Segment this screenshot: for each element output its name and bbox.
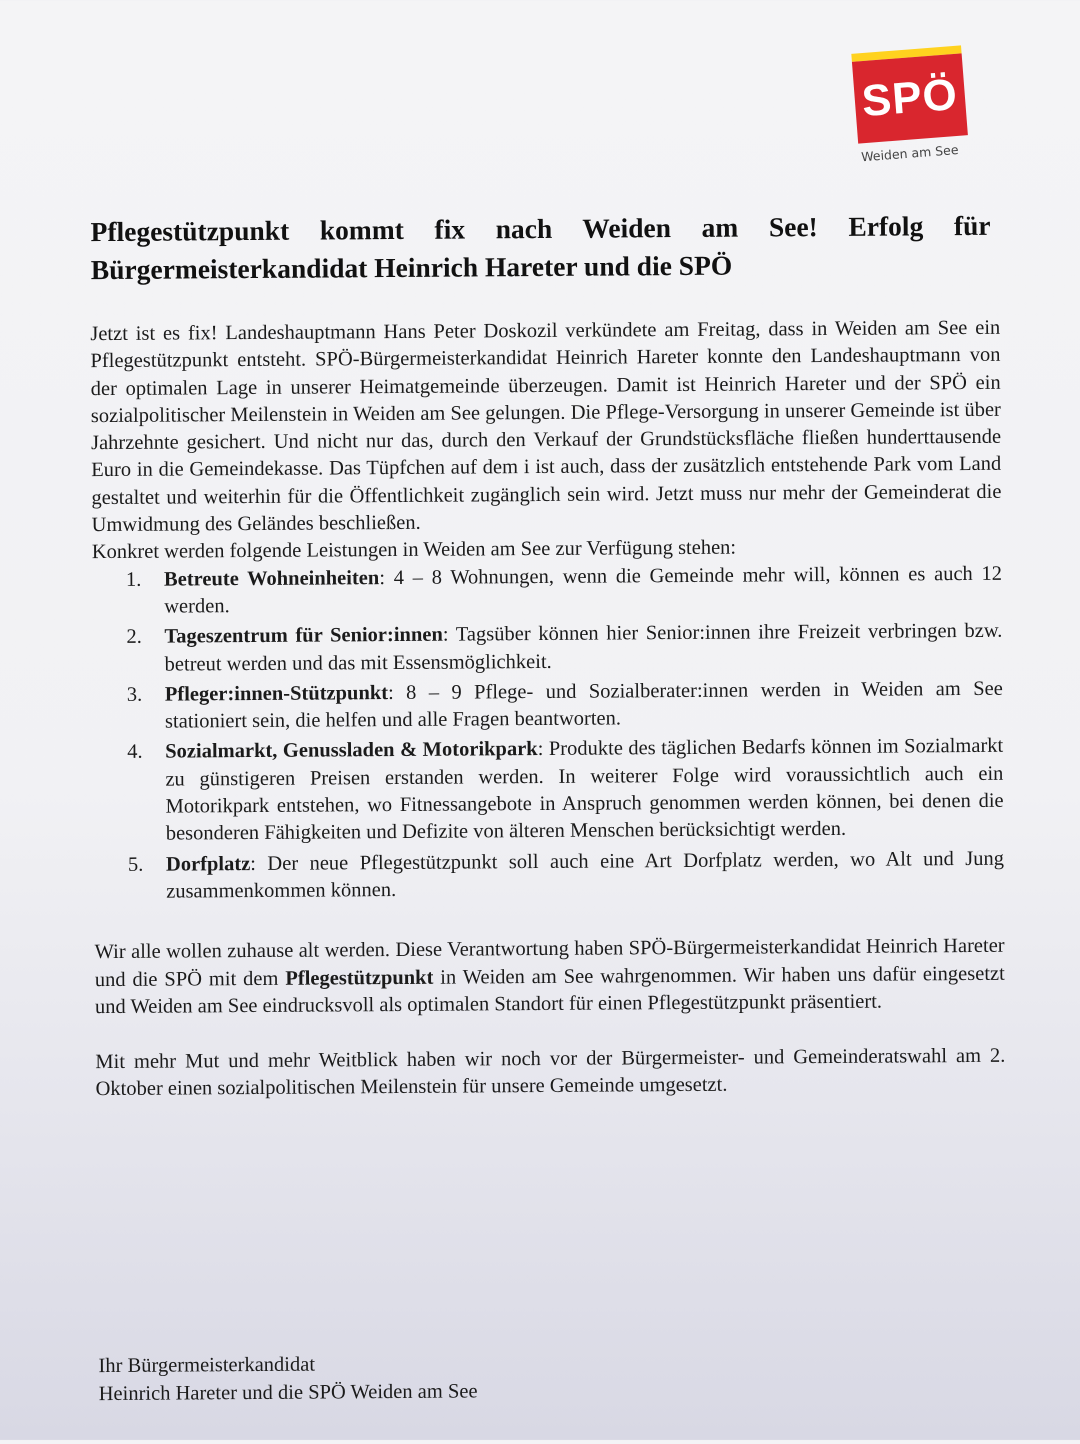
services-list — [92, 560, 1004, 906]
closing-text-end: in Weiden am See wahrgenommen. Wir haben uns dafür eingesetzt und Weiden am See eindrucksvoll als optimalen Standort für einen Pflegestützpunkt präsentiert. — [94, 962, 1005, 1018]
list-item — [93, 676, 1003, 737]
list-item-text: : 8 – 9 Pflege- und Sozialberater:innen werden in Weiden am See stationiert sein, die helfen und alle Fragen beantworten. — [164, 677, 1003, 733]
logo-wordmark: SPÖ — [852, 53, 968, 143]
list-item — [92, 618, 1002, 679]
closing-paragraph — [95, 933, 1006, 1021]
list-item-number: 2. — [126, 626, 142, 649]
letter-body — [90, 315, 1005, 1104]
list-item-term: Dorfplatz — [165, 852, 251, 876]
list-item-text: : 4 – 8 Wohnungen, wenn die Gemeinde mehr will, können es auch 12 werden. — [164, 562, 1003, 618]
list-item-term: Pfleger:innen-Stützpunkt — [164, 681, 389, 706]
signature-line-2: Heinrich Hareter und die SPÖ Weiden am See — [98, 1379, 478, 1405]
list-item-term: Betreute Wohneinheiten — [163, 566, 380, 591]
list-item — [92, 560, 1002, 621]
list-intro: Konkret werden folgende Leistungen in Weiden am See zur Verfügung stehen: — [91, 537, 737, 564]
list-item-number: 3. — [126, 683, 143, 706]
list-item-term: Sozialmarkt, Genussladen & Motorikpark — [165, 738, 538, 764]
final-paragraph: Mit mehr Mut und mehr Weitblick haben wir noch vor der Bürgermeister- und Gemeinderatswahl am 2. Oktober einen sozialpolitischen Meilenstein für unsere Gemeinde umgesetzt. — [95, 1044, 1006, 1101]
closing-text-start: Wir alle wollen zuhause alt werden. Diese Verantwortung haben SPÖ-Bürgermeisterkandidat Heinrich Hareter und die SPÖ mit dem — [94, 934, 1005, 991]
logo-subtitle: Weiden am See — [860, 141, 959, 165]
list-item-text: : Tagsüber können hier Senior:innen ihre Freizeit verbringen bzw. betreut werden und das mit Essensmöglichkeit. — [164, 620, 1003, 676]
list-item-term: Tageszentrum für Senior:innen — [164, 623, 443, 648]
list-item — [94, 845, 1004, 906]
list-item-number: 4. — [127, 741, 143, 764]
list-item-text: : Der neue Pflegestützpunkt soll auch eine Art Dorfplatz werden, wo Alt und Jung zusammenkommen können. — [166, 847, 1005, 903]
headline: Pflegestützpunkt kommt fix nach Weiden am See! Erfolg für Bürgermeisterkandidat Heinrich Hareter und die SPÖ — [90, 209, 991, 286]
signature-line-1: Ihr Bürgermeisterkandidat — [98, 1353, 316, 1378]
list-item-number: 5. — [127, 853, 144, 876]
list-item — [93, 733, 1004, 849]
closing-bold-term: Pflegestützpunkt — [285, 966, 434, 990]
signature-block — [98, 1348, 798, 1408]
spo-logo — [849, 45, 974, 174]
list-item-text: : Produkte des täglichen Bedarfs können im Sozialmarkt zu günstigeren Preisen erstanden werden. In weiterer Folge wird voraussichtlich auch ein Motorikpark entstehen, wo Fitnessangebote in Anspruch genommen werden können, bei denen die besonderen Fähigkeiten und Defizite von älteren Menschen berücksichtigt werden. — [165, 735, 1004, 845]
list-item-number: 1. — [125, 568, 142, 591]
intro-paragraph: Jetzt ist es fix! Landeshauptmann Hans Peter Doskozil verkündete am Freitag, dass in Weiden am See ein Pflegestützpunkt entsteht. SPÖ-Bürgermeisterkandidat Heinrich Hareter konnte den Landeshauptmann von der optimalen Lage in unserer Heimatgemeinde überzeugen. Damit ist Heinrich Hareter und der SPÖ ein sozialpolitischer Meilenstein in Weiden am See gelungen. Die Pflege-Versorgung in unserer Gemeinde ist über Jahrzehnte gesichert. Und nicht nur das, durch den Verkauf der Grundstücksfläche fließen hunderttausende Euro in die Gemeindekasse. Das Tüpfchen auf dem i ist auch, dass der zusätzlich entstehende Park vom Land gestaltet und weiterhin für die Öffentlichkeit zugänglich sein wird. Jetzt muss nur mehr der Gemeinderat die Umwidmung des Geländes beschließen. — [90, 316, 1002, 537]
